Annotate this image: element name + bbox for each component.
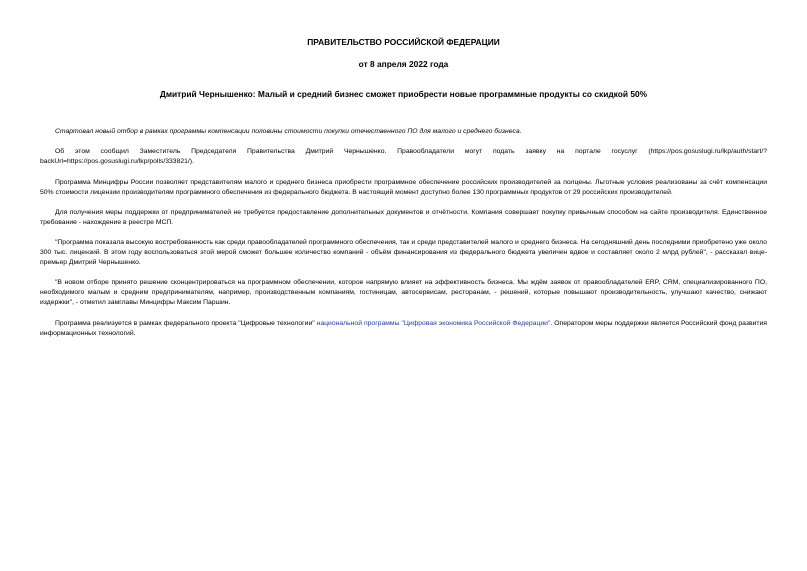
publication-date: от 8 апреля 2022 года: [358, 59, 449, 69]
paragraph-6-start: Программа реализуется в рамках федерального проекта "Цифровые технологии": [55, 319, 317, 327]
paragraph-4: "Программа показала высокую востребованность как среди правообладателей программного обеспечения, так и среди представителей малого и среднего бизнеса. На сегодняшний день последними приобретено уже около 300 тыс. лицензий. В этом году воспользоваться этой мерой сможет большее количество компаний - объём финансирования из федерального бюджета увеличен вдвое и составляет около 2 млрд рублей", - рассказал вице-премьер Дмитрий Чернышенко.: [40, 239, 767, 267]
paragraph-3: Для получения меры поддержки от предпринимателей не требуется предоставление дополнительных документов и отчётности. Компания совершает покупку привычным способом на сайте производителя. Единственное требование - нахождение в реестре МСП.: [40, 208, 767, 226]
article-body: [40, 127, 767, 349]
paragraph-1: Об этом сообщил Заместитель Председателя Правительства Дмитрий Чернышенко. Правообладатели могут подать заявку на портале госуслуг (https://pos.gosuslugi.ru/lkp/auth/start/?backUrl=https://pos.gosuslugi.ru/lkp/polls/333821/).: [40, 148, 767, 166]
paragraph-6-end: . Оператором меры поддержки является Российский фонд развития информационных технологий.: [40, 319, 767, 337]
national-program-link[interactable]: национальной программы "Цифровая экономика Российской Федерации": [316, 319, 551, 327]
paragraph-5: "В новом отборе принято решение сконцентрироваться на программном обеспечении, которое напрямую влияет на эффективность бизнеса. Мы ждём заявок от правообладателей ERP, CRM, специализированного ПО, необходимого малым и средним предпринимателям, например, производственным компаниям, гостиницам, автосервисам, ресторанам, - решений, которые повышают производительность, улучшают качество, снижают издержки", - отметил замглавы Минцифры Максим Паршин.: [40, 279, 767, 307]
paragraph-6: [40, 319, 767, 339]
paragraph-2: Программа Минцифры России позволяет представителям малого и среднего бизнеса приобрести программное обеспечение российских производителей за полцены. Льготные условия реализованы за счёт компенсации 50% стоимости лицензии производителям программного обеспечения из федерального бюджета. В настоящий момент доступно более 130 программных продуктов от 29 российских производителей.: [40, 178, 767, 196]
lead-paragraph: Стартовал новый отбор в рамках программы компенсации половины стоимости покупки отечественного ПО для малого и среднего бизнеса.: [55, 128, 522, 135]
article-title: Дмитрий Чернышенко: Малый и средний бизнес сможет приобрести новые программные продукты со скидкой 50%: [159, 89, 648, 99]
organization-heading: ПРАВИТЕЛЬСТВО РОССИЙСКОЙ ФЕДЕРАЦИИ: [307, 37, 500, 47]
